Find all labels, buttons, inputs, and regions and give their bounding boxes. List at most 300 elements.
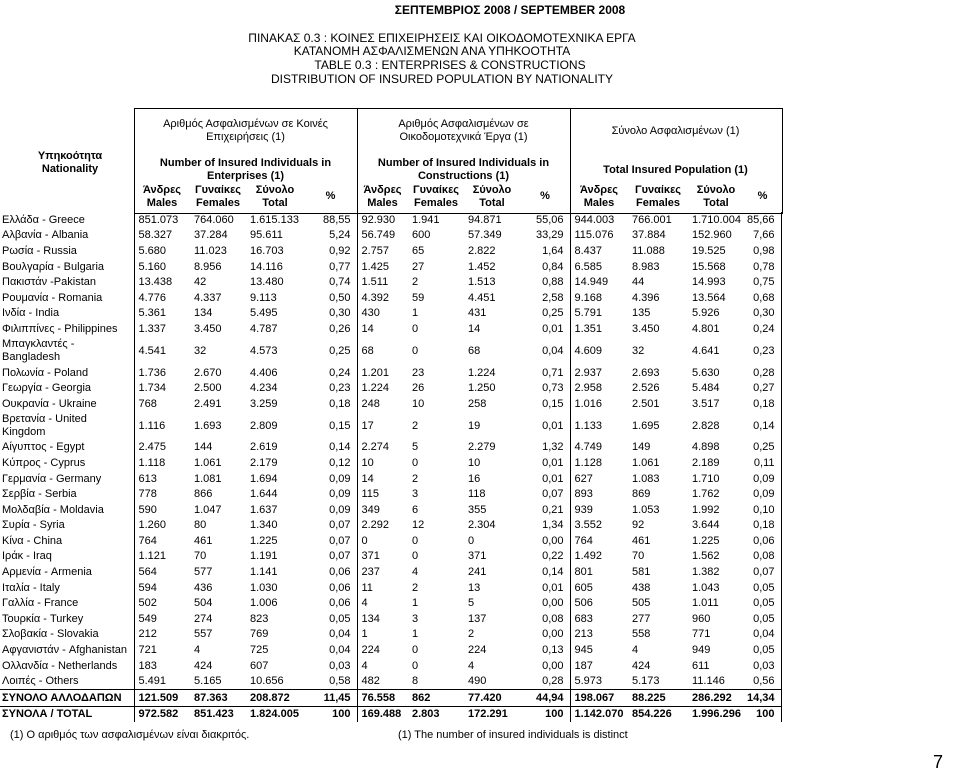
sub-males-3-en: Males — [583, 197, 615, 209]
row-value: 2.958 — [574, 382, 603, 395]
row-value: 5.791 — [574, 307, 603, 320]
row-value: 224 — [468, 644, 487, 657]
row-value: 490 — [468, 675, 487, 688]
row-value: 6 — [412, 503, 419, 516]
row-value: 869 — [632, 488, 651, 501]
row-percent: 11,45 — [304, 690, 357, 707]
row-value: 13.438 — [138, 276, 173, 289]
row-percent: 0,01 — [520, 471, 570, 487]
g2-gr-line2: Οικοδομοτεχνικά Έργα (1) — [399, 131, 528, 143]
row-value: 768 — [138, 397, 157, 410]
row-value: 4.641 — [692, 344, 720, 357]
sub-males-1-en: Males — [146, 197, 178, 209]
row-value: 2.693 — [632, 366, 660, 379]
row-value: 4.541 — [138, 344, 167, 357]
row-value: 4.573 — [250, 344, 278, 357]
row-value: 12 — [412, 519, 425, 532]
row-value: 431 — [468, 307, 487, 320]
row-percent: 0,03 — [304, 658, 357, 674]
row-value: 349 — [361, 503, 380, 516]
row-value: 87.363 — [190, 690, 246, 707]
row-percent: 0,71 — [520, 365, 570, 381]
row-percent: 0,77 — [304, 259, 357, 275]
row-value: 972.582 — [134, 706, 190, 722]
row-value: 558 — [632, 628, 651, 641]
row-nationality: Μολδαβία - Moldavia — [0, 502, 134, 518]
row-percent: 55,06 — [520, 212, 570, 228]
row-value: 424 — [194, 659, 213, 672]
row-percent: 1,34 — [520, 518, 570, 534]
row-value: 213 — [574, 628, 593, 641]
row-value: 3.259 — [250, 397, 278, 410]
row-value: 627 — [574, 472, 593, 485]
row-value: 960 — [692, 612, 711, 625]
sub-pct-3: % — [757, 190, 768, 202]
row-value: 4.787 — [250, 322, 278, 335]
sub-males-1-gr: Άνδρες — [142, 184, 182, 196]
row-percent: 0,06 — [744, 533, 781, 549]
table-row — [0, 228, 781, 244]
row-value: 4 — [194, 644, 201, 657]
group-total-gr: Σύνολο Ασφαλισμένων (1) — [611, 125, 740, 137]
row-value: 945 — [574, 644, 593, 657]
table-title-en-1: TABLE 0.3 : ENTERPRISES & CONSTRUCTIONS — [314, 58, 586, 72]
row-percent: 0,01 — [520, 321, 570, 337]
row-value: 13.564 — [692, 291, 726, 304]
row-value: 1.191 — [250, 550, 278, 563]
row-value: 0 — [412, 550, 419, 563]
row-value: 94.871 — [468, 213, 502, 226]
row-value: 725 — [250, 644, 269, 657]
row-value: 1.121 — [138, 550, 167, 563]
row-value: 436 — [194, 581, 213, 594]
row-value: 172.291 — [464, 706, 520, 722]
row-value: 137 — [468, 612, 487, 625]
row-value: 1.030 — [250, 581, 278, 594]
row-value: 1.615.133 — [250, 213, 299, 226]
row-percent: 100 — [520, 706, 570, 722]
row-value: 1.710.004 — [692, 213, 741, 226]
row-value: 149 — [632, 441, 651, 454]
row-value: 4 — [468, 659, 475, 672]
row-value: 590 — [138, 503, 157, 516]
sub-total-3 — [688, 184, 744, 210]
row-percent: 0,14 — [520, 564, 570, 580]
row-value: 10 — [468, 456, 481, 469]
group-total-en: Total Insured Population (1) — [603, 164, 748, 176]
row-nationality: Ινδία - India — [0, 306, 134, 322]
sub-total-2 — [464, 184, 520, 210]
row-value: 5.173 — [632, 675, 660, 688]
row-value: 1.736 — [138, 366, 167, 379]
sub-females-2-gr: Γυναίκες — [412, 184, 460, 196]
row-value: 1.201 — [361, 366, 390, 379]
table-row — [0, 595, 781, 611]
table-row — [0, 274, 781, 290]
g2-en-line1: Number of Insured Individuals in — [377, 157, 550, 169]
row-value: 11.088 — [632, 244, 665, 257]
row-percent: 0,28 — [744, 365, 781, 381]
report-date: ΣΕΠΤΕΜΒΡΙΟΣ 2008 / SEPTEMBER 2008 — [394, 3, 626, 17]
row-value: 5.680 — [138, 244, 167, 257]
row-value: 3.517 — [692, 397, 720, 410]
row-value: 854.226 — [628, 706, 688, 722]
row-nationality: Σερβία - Serbia — [0, 486, 134, 502]
row-value: 549 — [138, 612, 157, 625]
row-percent: 0,04 — [304, 627, 357, 643]
row-percent: 0,09 — [304, 471, 357, 487]
row-percent: 0,18 — [304, 396, 357, 412]
page-number: 7 — [933, 752, 944, 772]
row-percent: 0,78 — [744, 259, 781, 275]
row-percent: 0,18 — [744, 396, 781, 412]
row-value: 2 — [412, 581, 419, 594]
row-percent: 0,15 — [520, 396, 570, 412]
row-value: 4.749 — [574, 441, 603, 454]
sub-pct-1: % — [325, 190, 336, 202]
table-row — [0, 580, 781, 596]
row-nationality: Ρουμανία - Romania — [0, 290, 134, 306]
row-value: 0 — [412, 456, 419, 469]
row-percent: 5,24 — [304, 228, 357, 244]
group-constructions-gr — [357, 118, 570, 144]
sub-total-3-gr: Σύνολο — [696, 184, 736, 196]
row-value: 1.047 — [194, 503, 222, 516]
row-nationality: ΣΥΝΟΛΑ / TOTAL — [0, 706, 134, 722]
row-value: 5.361 — [138, 307, 167, 320]
row-percent: 1,32 — [520, 440, 570, 456]
row-value: 13.480 — [250, 276, 284, 289]
table-row — [0, 290, 781, 306]
table-row — [0, 365, 781, 381]
row-value: 371 — [361, 550, 380, 563]
row-value: 424 — [632, 659, 651, 672]
row-value: 851.073 — [138, 213, 179, 226]
nationality-en: Nationality — [41, 163, 99, 175]
row-value: 1.128 — [574, 456, 603, 469]
row-value: 1.513 — [468, 276, 496, 289]
row-value: 2.179 — [250, 456, 278, 469]
table-row — [0, 564, 781, 580]
row-value: 0 — [412, 659, 419, 672]
row-value: 613 — [138, 472, 157, 485]
row-value: 1.141 — [250, 566, 278, 579]
row-percent: 0,75 — [744, 274, 781, 290]
row-value: 92 — [632, 519, 645, 532]
row-value: 1.351 — [574, 322, 603, 335]
sub-pct-2: % — [540, 190, 550, 202]
row-percent: 0,08 — [744, 549, 781, 565]
row-percent: 100 — [304, 706, 357, 722]
row-percent: 0,92 — [304, 243, 357, 259]
row-percent: 0,05 — [304, 611, 357, 627]
row-percent: 0,73 — [520, 380, 570, 396]
row-value: 1 — [412, 307, 419, 320]
row-value: 5.484 — [692, 382, 720, 395]
row-value: 505 — [632, 597, 651, 610]
row-percent: 0,23 — [744, 337, 781, 365]
row-value: 42 — [194, 276, 207, 289]
row-value: 502 — [138, 597, 157, 610]
row-value: 237 — [361, 566, 380, 579]
row-value: 600 — [412, 229, 431, 242]
row-value: 5.495 — [250, 307, 278, 320]
row-value: 2.619 — [250, 441, 278, 454]
row-percent: 0,56 — [744, 673, 781, 689]
row-percent: 2,58 — [520, 290, 570, 306]
row-value: 2.501 — [632, 397, 660, 410]
row-value: 0 — [361, 534, 368, 547]
table-row — [0, 502, 781, 518]
row-value: 5 — [468, 597, 475, 610]
row-percent: 0,13 — [520, 642, 570, 658]
row-value: 5 — [412, 441, 419, 454]
row-percent: 0,23 — [304, 380, 357, 396]
sub-females-1-gr: Γυναίκες — [194, 184, 242, 196]
row-value: 506 — [574, 597, 593, 610]
row-value: 4 — [632, 644, 639, 657]
sub-males-2 — [357, 184, 408, 210]
row-nationality: Ελλάδα - Greece — [0, 212, 134, 228]
row-value: 1 — [361, 628, 368, 641]
row-percent: 0,25 — [304, 337, 357, 365]
row-value: 1.644 — [250, 488, 278, 501]
row-value: 4.776 — [138, 291, 167, 304]
nationality-table — [0, 212, 782, 722]
row-value: 277 — [632, 612, 651, 625]
row-value: 14 — [468, 322, 481, 335]
row-percent: 0,30 — [744, 306, 781, 322]
row-value: 3.552 — [574, 519, 603, 532]
table-row — [0, 706, 781, 722]
row-value: 823 — [250, 612, 269, 625]
row-value: 212 — [138, 628, 157, 641]
row-value: 1.511 — [361, 276, 389, 289]
row-value: 2.670 — [194, 366, 222, 379]
row-value: 355 — [468, 503, 487, 516]
row-value: 1.225 — [692, 534, 720, 547]
row-nationality: Αλβανία - Albania — [0, 228, 134, 244]
row-percent: 0,04 — [744, 627, 781, 643]
row-value: 4.396 — [632, 291, 660, 304]
row-value: 9.113 — [250, 291, 277, 304]
row-value: 5.973 — [574, 675, 603, 688]
row-value: 65 — [412, 244, 425, 257]
row-value: 2.500 — [194, 382, 222, 395]
row-value: 1.142.070 — [570, 706, 628, 722]
row-value: 1.710 — [692, 472, 720, 485]
table-row — [0, 243, 781, 259]
row-value: 3.450 — [632, 322, 660, 335]
g1-gr-line2: Επιχειρήσεις (1) — [206, 131, 285, 143]
row-value: 0 — [412, 644, 419, 657]
g2-en-line2: Constructions (1) — [417, 170, 510, 182]
row-value: 8.437 — [574, 244, 603, 257]
row-value: 851.423 — [190, 706, 246, 722]
group-constructions-en — [357, 157, 570, 183]
row-value: 11.146 — [692, 675, 725, 688]
row-value: 4.609 — [574, 344, 603, 357]
row-value: 1.425 — [361, 260, 390, 273]
row-value: 1.996.296 — [688, 706, 744, 722]
sub-females-3-en: Females — [635, 197, 681, 209]
sub-females-3-gr: Γυναίκες — [634, 184, 682, 196]
row-percent: 0,07 — [304, 549, 357, 565]
row-value: 1.734 — [138, 382, 167, 395]
row-value: 2 — [412, 472, 419, 485]
row-value: 949 — [692, 644, 711, 657]
row-value: 866 — [194, 488, 213, 501]
row-value: 2 — [468, 628, 475, 641]
row-percent: 0,06 — [304, 580, 357, 596]
row-percent: 88,55 — [304, 212, 357, 228]
row-value: 1.053 — [632, 503, 660, 516]
row-value: 1.824.005 — [246, 706, 304, 722]
sub-total-1-en: Total — [262, 197, 288, 209]
row-percent: 14,34 — [744, 690, 781, 707]
row-value: 76.558 — [357, 690, 408, 707]
row-nationality: Λοιπές - Others — [0, 673, 134, 689]
row-percent: 0,50 — [304, 290, 357, 306]
row-value: 5.491 — [138, 675, 167, 688]
row-percent: 0,10 — [744, 502, 781, 518]
row-value: 2.803 — [408, 706, 464, 722]
table-row — [0, 212, 781, 228]
row-value: 68 — [361, 344, 374, 357]
row-value: 68 — [468, 344, 481, 357]
row-value: 2.526 — [632, 382, 660, 395]
row-value: 16 — [468, 472, 481, 485]
row-value: 115.076 — [574, 229, 614, 242]
row-percent: 0,01 — [520, 455, 570, 471]
row-value: 4.801 — [692, 322, 720, 335]
row-percent: 0,22 — [520, 549, 570, 565]
table-row — [0, 337, 781, 365]
row-value: 14 — [361, 472, 374, 485]
table-row — [0, 627, 781, 643]
nationality-gr: Υπηκοότητα — [37, 150, 103, 162]
row-value: 92.930 — [361, 213, 396, 226]
row-percent: 0,26 — [304, 321, 357, 337]
nationality-header — [20, 150, 120, 176]
row-percent: 0,24 — [744, 321, 781, 337]
row-value: 2.822 — [468, 244, 496, 257]
row-value: 14.949 — [574, 276, 609, 289]
row-percent: 0,18 — [744, 518, 781, 534]
row-nationality: Βρετανία - United Kingdom — [0, 412, 134, 440]
row-value: 32 — [194, 344, 207, 357]
row-value: 564 — [138, 566, 157, 579]
row-value: 371 — [468, 550, 487, 563]
row-percent: 0,15 — [304, 412, 357, 440]
row-value: 581 — [632, 566, 651, 579]
row-percent: 0,00 — [520, 627, 570, 643]
row-percent: 0,09 — [304, 486, 357, 502]
row-percent: 0,06 — [304, 564, 357, 580]
row-value: 939 — [574, 503, 593, 516]
row-percent: 0,01 — [520, 580, 570, 596]
row-percent: 0,06 — [304, 595, 357, 611]
row-percent: 0,88 — [520, 274, 570, 290]
row-value: 77.420 — [464, 690, 520, 707]
row-value: 144 — [194, 441, 213, 454]
row-nationality: Μπαγκλαντές - Bangladesh — [0, 337, 134, 365]
row-value: 4.337 — [194, 291, 222, 304]
table-row — [0, 259, 781, 275]
row-value: 1.693 — [194, 419, 222, 432]
row-value: 5.165 — [194, 675, 222, 688]
row-percent: 0,84 — [520, 259, 570, 275]
sub-females-1-en: Females — [195, 197, 241, 209]
row-value: 2.475 — [138, 441, 167, 454]
row-value: 3 — [412, 488, 419, 501]
row-percent: 0,05 — [744, 611, 781, 627]
row-percent: 0,05 — [744, 595, 781, 611]
footnote-en: (1) The number of insured individuals is distinct — [398, 729, 628, 741]
row-value: 1.452 — [468, 260, 496, 273]
row-percent: 0,30 — [304, 306, 357, 322]
row-value: 1.382 — [692, 566, 720, 579]
row-percent: 0,00 — [520, 595, 570, 611]
row-nationality: Ρωσία - Russia — [0, 243, 134, 259]
sub-males-3-gr: Άνδρες — [579, 184, 619, 196]
row-value: 764 — [138, 534, 157, 547]
table-row — [0, 440, 781, 456]
row-value: 482 — [361, 675, 380, 688]
row-value: 438 — [632, 581, 651, 594]
row-percent: 1,64 — [520, 243, 570, 259]
footnote-gr: (1) Ο αριθμός των ασφαλισμένων είναι διακριτός. — [10, 729, 250, 741]
row-value: 1.083 — [632, 472, 660, 485]
row-value: 721 — [138, 644, 157, 657]
row-nationality: Ολλανδία - Netherlands — [0, 658, 134, 674]
row-percent: 0,08 — [520, 611, 570, 627]
row-value: 1.762 — [692, 488, 720, 501]
row-value: 32 — [632, 344, 645, 357]
row-value: 1.061 — [632, 456, 660, 469]
row-value: 1.224 — [468, 366, 496, 379]
row-value: 8.983 — [632, 260, 660, 273]
row-percent: 0,01 — [520, 412, 570, 440]
row-nationality: Γαλλία - France — [0, 595, 134, 611]
table-row — [0, 673, 781, 689]
row-percent: 0,09 — [744, 486, 781, 502]
row-value: 4 — [412, 566, 419, 579]
row-value: 557 — [194, 628, 213, 641]
row-value: 16.703 — [250, 244, 284, 257]
row-percent: 44,94 — [520, 690, 570, 707]
row-value: 1.006 — [250, 597, 278, 610]
table-row — [0, 533, 781, 549]
row-percent: 0,09 — [304, 502, 357, 518]
row-value: 118 — [468, 488, 486, 501]
row-nationality: Γερμανία - Germany — [0, 471, 134, 487]
row-value: 1.941 — [412, 213, 440, 226]
row-value: 115 — [361, 488, 380, 501]
row-nationality: Συρία - Syria — [0, 518, 134, 534]
row-value: 70 — [194, 550, 207, 563]
row-value: 15.568 — [692, 260, 726, 273]
table-row — [0, 642, 781, 658]
row-value: 0 — [412, 534, 419, 547]
row-percent: 0,07 — [520, 486, 570, 502]
row-value: 5.630 — [692, 366, 720, 379]
row-nationality: Γεωργία - Georgia — [0, 380, 134, 396]
row-value: 134 — [361, 612, 380, 625]
table-row — [0, 471, 781, 487]
row-value: 198.067 — [570, 690, 628, 707]
row-value: 607 — [250, 659, 269, 672]
